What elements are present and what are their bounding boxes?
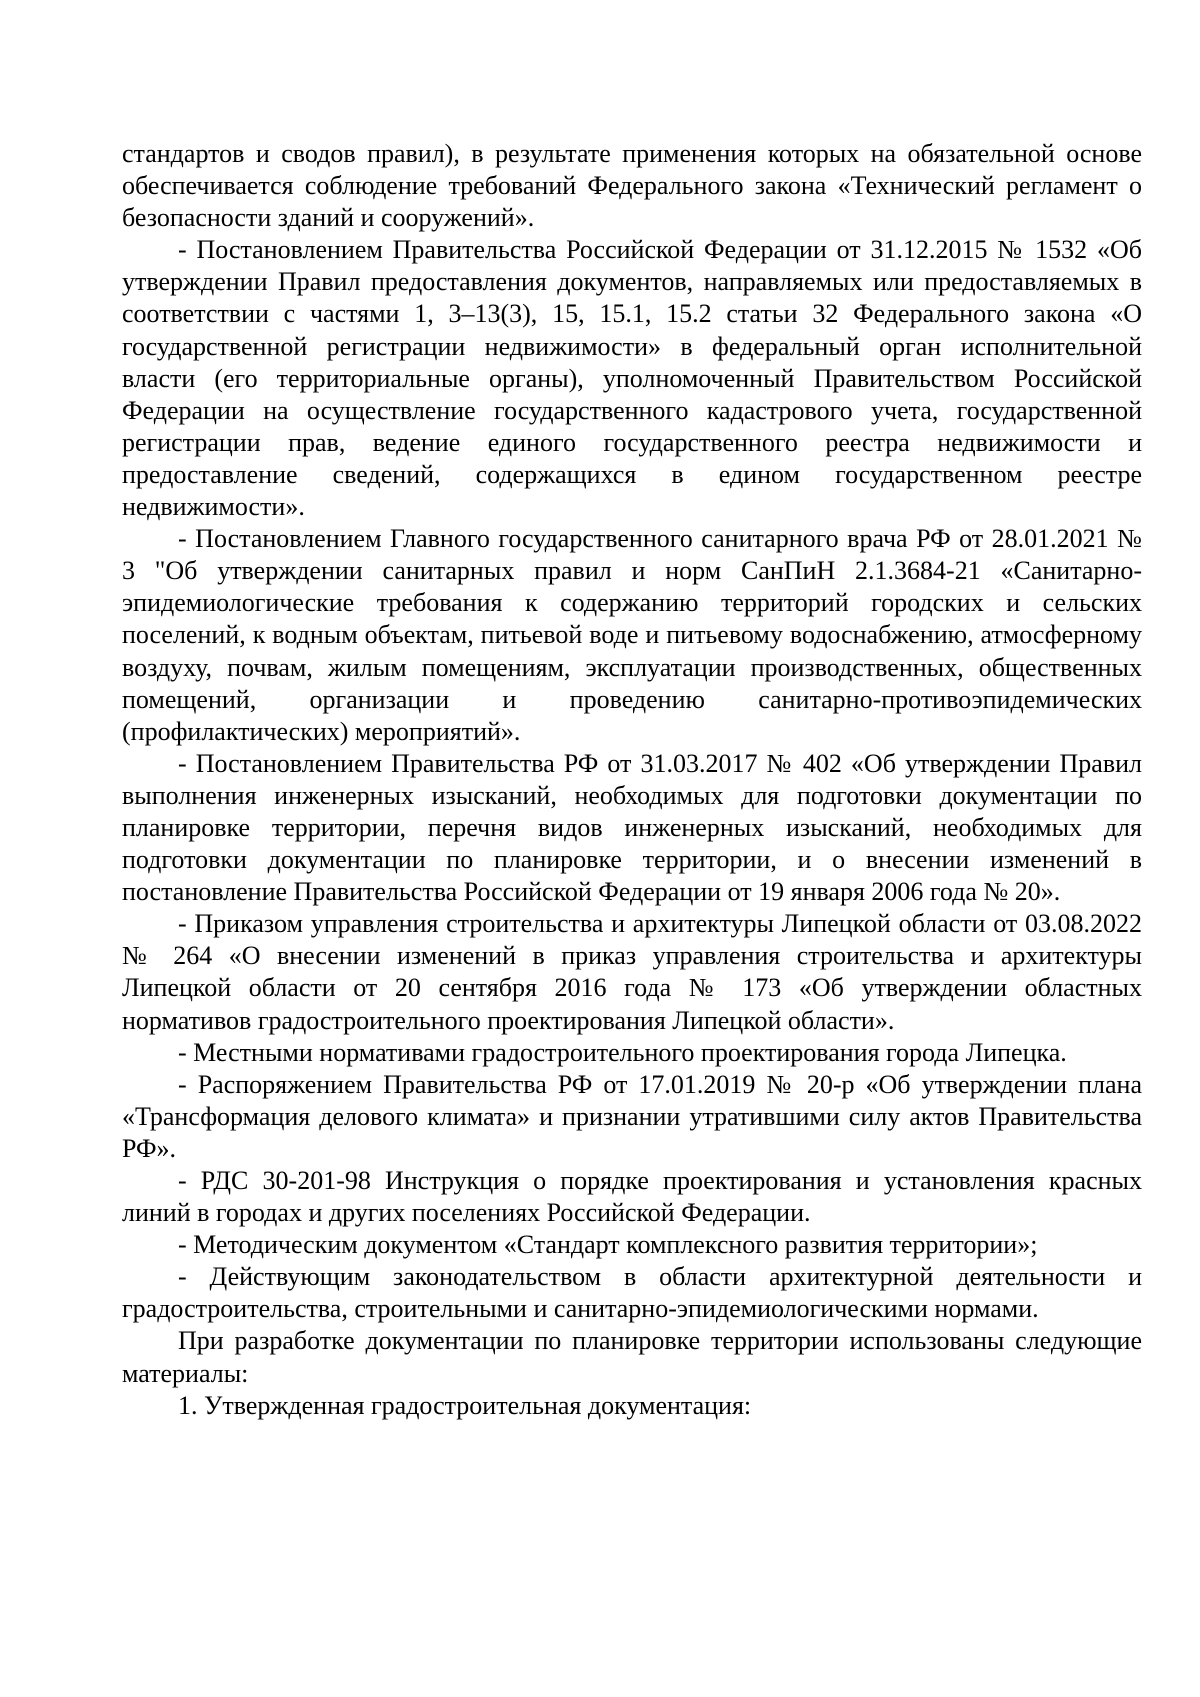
document-page bbox=[122, 138, 1142, 1422]
list-item-order-20r: - Распоряжением Правительства РФ от 17.01.2019 № 20-р «Об утверждении плана «Трансформация делового климата» и признании утратившими силу актов Правительства РФ». bbox=[122, 1069, 1142, 1163]
list-item-rds-30-201-98: - РДС 30-201-98 Инструкция о порядке проектирования и установления красных линий в городах и других поселениях Российской Федерации. bbox=[122, 1166, 1142, 1228]
list-item-legislation: - Действующим законодательством в области архитектурной деятельности и градостроительства, строительными и санитарно-эпидемиологическими нормами. bbox=[122, 1262, 1142, 1324]
list-item-government-decree-402: - Постановлением Правительства РФ от 31.03.2017 № 402 «Об утверждении Правил выполнения инженерных изысканий, необходимых для подготовки документации по планировке территории, перечня видов инженерных изысканий, необходимых для подготовки документации по планировке территории, и о внесении изменений в постановление Правительства Российской Федерации от 19 января 2006 года № 20». bbox=[122, 748, 1142, 907]
list-item-local-standards: - Местными нормативами градостроительного проектирования города Липецка. bbox=[178, 1037, 1067, 1067]
list-item-order-264: - Приказом управления строительства и архитектуры Липецкой области от 03.08.2022 № 264 «О внесении изменений в приказ управления строительства и архитектуры Липецкой области от 20 сентября 2016 года № 173 «Об утверждении областных нормативов градостроительного проектирования Липецкой области». bbox=[122, 909, 1142, 1035]
list-item-government-decree-1532: - Постановлением Правительства Российской Федерации от 31.12.2015 № 1532 «Об утверждении Правил предоставления документов, направляемых или предоставляемых в соответствии с частями 1, 3–13(3), 15, 15.1, 15.2 статьи 32 Федерального закона «О государственной регистрации недвижимости» в федеральный орган исполнительной власти (его территориальные органы), уполномоченный Правительством Российской Федерации на осуществление государственного кадастрового учета, государственной регистрации прав, ведение единого государственного реестра недвижимости и предоставление сведений, содержащихся в едином государственном реестре недвижимости». bbox=[122, 235, 1142, 522]
paragraph-continuation: стандартов и сводов правил), в результате применения которых на обязательной основе обеспечивается соблюдение требований Федерального закона «Технический регламент о безопасности зданий и сооружений». bbox=[122, 139, 1142, 233]
list-item-sanitary-decree-3: - Постановлением Главного государственного санитарного врача РФ от 28.01.2021 № 3 "Об утверждении санитарных правил и норм СанПиН 2.1.3684-21 «Санитарно-эпидемиологические требования к содержанию территорий городских и сельских поселений, к водным объектам, питьевой воде и питьевому водоснабжению, атмосферному воздуху, почвам, жилым помещениям, эксплуатации производственных, общественных помещений, организации и проведению санитарно-противоэпидемических (профилактических) мероприятий». bbox=[122, 524, 1142, 746]
list-item-methodical-document: - Методическим документом «Стандарт комплексного развития территории»; bbox=[178, 1230, 1038, 1260]
numbered-item-1: 1. Утвержденная градостроительная документация: bbox=[178, 1390, 752, 1420]
paragraph-materials-intro: При разработке документации по планировке территории использованы следующие материалы: bbox=[122, 1326, 1142, 1388]
